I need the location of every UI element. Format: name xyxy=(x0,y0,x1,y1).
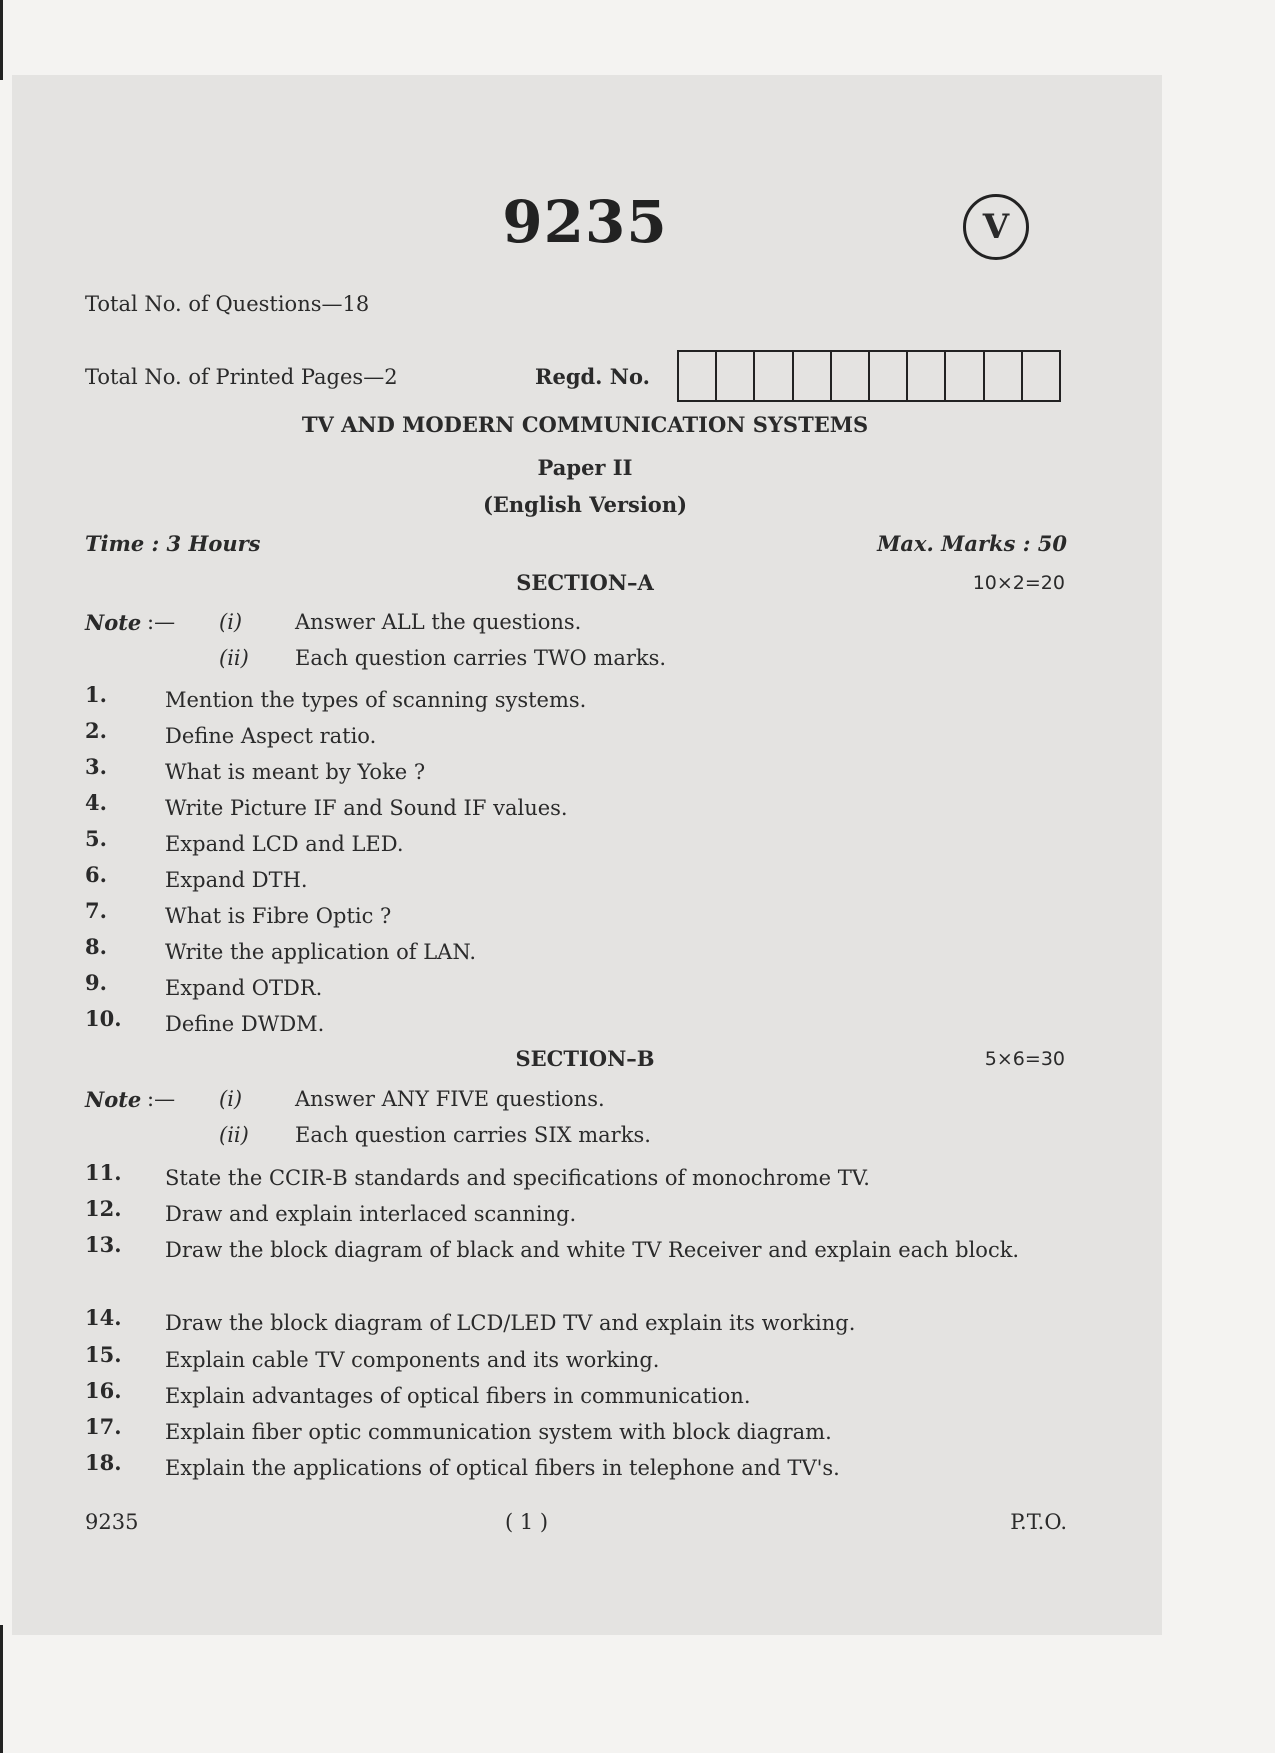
question-number: 3. xyxy=(85,754,107,779)
exam-title: TV AND MODERN COMMUNICATION SYSTEMS xyxy=(301,412,869,437)
max-marks: Max. Marks : 50 xyxy=(877,531,1067,556)
question-text: Explain fiber optic communication system with block diagram. xyxy=(165,1420,832,1444)
regd-box[interactable] xyxy=(908,352,946,400)
note-number: (ii) xyxy=(219,1123,249,1147)
question-text: Define Aspect ratio. xyxy=(165,724,377,748)
question-text: Expand DTH. xyxy=(165,868,308,892)
regd-label: Regd. No. xyxy=(535,364,650,389)
question-text: Explain cable TV components and its working. xyxy=(165,1348,660,1372)
regd-box[interactable] xyxy=(717,352,755,400)
section-a-heading: SECTION–A xyxy=(516,570,654,595)
note-separator: :— xyxy=(147,610,176,634)
page-number: ( 1 ) xyxy=(505,1510,549,1534)
left-edge-mark xyxy=(0,0,3,80)
question-number: 10. xyxy=(85,1006,122,1031)
question-number: 17. xyxy=(85,1414,122,1439)
question-number: 15. xyxy=(85,1342,122,1367)
question-number: 2. xyxy=(85,718,107,743)
question-text: Explain advantages of optical fibers in communication. xyxy=(165,1384,751,1408)
question-text: Write the application of LAN. xyxy=(165,940,477,964)
question-text: Define DWDM. xyxy=(165,1012,325,1036)
pto-label: P.T.O. xyxy=(1010,1510,1067,1534)
time-label: Time : 3 Hours xyxy=(85,531,261,556)
question-text: Expand LCD and LED. xyxy=(165,832,404,856)
section-b-heading: SECTION–B xyxy=(515,1046,655,1071)
question-number: 9. xyxy=(85,970,107,995)
question-text: Draw the block diagram of black and white TV Receiver and explain each block. xyxy=(165,1238,1020,1262)
question-number: 4. xyxy=(85,790,107,815)
question-number: 1. xyxy=(85,682,107,707)
regd-number-boxes[interactable] xyxy=(677,350,1061,402)
question-number: 14. xyxy=(85,1305,122,1330)
question-text: Draw and explain interlaced scanning. xyxy=(165,1202,577,1226)
note-text: Answer ANY FIVE questions. xyxy=(295,1087,605,1111)
regd-box[interactable] xyxy=(870,352,908,400)
question-number: 11. xyxy=(85,1160,122,1185)
regd-box[interactable] xyxy=(985,352,1023,400)
regd-box[interactable] xyxy=(794,352,832,400)
regd-box[interactable] xyxy=(755,352,793,400)
total-questions: Total No. of Questions—18 xyxy=(85,292,370,316)
question-text: What is Fibre Optic ? xyxy=(165,904,392,928)
question-number: 13. xyxy=(85,1232,122,1257)
question-text: Expand OTDR. xyxy=(165,976,323,1000)
question-text: State the CCIR-B standards and specifications of monochrome TV. xyxy=(165,1166,870,1190)
regd-box[interactable] xyxy=(1023,352,1059,400)
total-pages: Total No. of Printed Pages—2 xyxy=(85,365,398,389)
exam-page xyxy=(85,0,1085,1753)
note-label: Note xyxy=(85,1087,142,1112)
note-text: Each question carries SIX marks. xyxy=(295,1123,651,1147)
note-number: (i) xyxy=(219,610,243,634)
note-number: (i) xyxy=(219,1087,243,1111)
paper-label: Paper II xyxy=(537,455,633,480)
question-number: 7. xyxy=(85,898,107,923)
note-separator: :— xyxy=(147,1087,176,1111)
question-number: 12. xyxy=(85,1196,122,1221)
question-text: What is meant by Yoke ? xyxy=(165,760,426,784)
paper-code: 9235 xyxy=(502,188,668,256)
question-text: Explain the applications of optical fibers in telephone and TV's. xyxy=(165,1456,840,1480)
note-text: Each question carries TWO marks. xyxy=(295,646,667,670)
section-a-marks: 10×2=20 xyxy=(972,572,1065,594)
version-badge: V xyxy=(963,194,1029,260)
note-number: (ii) xyxy=(219,646,249,670)
version-label: (English Version) xyxy=(482,492,688,517)
regd-box[interactable] xyxy=(946,352,984,400)
question-number: 16. xyxy=(85,1378,122,1403)
left-edge-mark xyxy=(0,1625,3,1753)
section-b-marks: 5×6=30 xyxy=(984,1048,1065,1070)
note-label: Note xyxy=(85,610,142,635)
question-number: 18. xyxy=(85,1450,122,1475)
question-number: 5. xyxy=(85,826,107,851)
question-number: 6. xyxy=(85,862,107,887)
question-text: Draw the block diagram of LCD/LED TV and explain its working. xyxy=(165,1311,856,1335)
question-number: 8. xyxy=(85,934,107,959)
question-text: Write Picture IF and Sound IF values. xyxy=(165,796,568,820)
regd-box[interactable] xyxy=(832,352,870,400)
question-text: Mention the types of scanning systems. xyxy=(165,688,587,712)
note-text: Answer ALL the questions. xyxy=(295,610,582,634)
footer-code: 9235 xyxy=(85,1510,139,1534)
regd-box[interactable] xyxy=(679,352,717,400)
